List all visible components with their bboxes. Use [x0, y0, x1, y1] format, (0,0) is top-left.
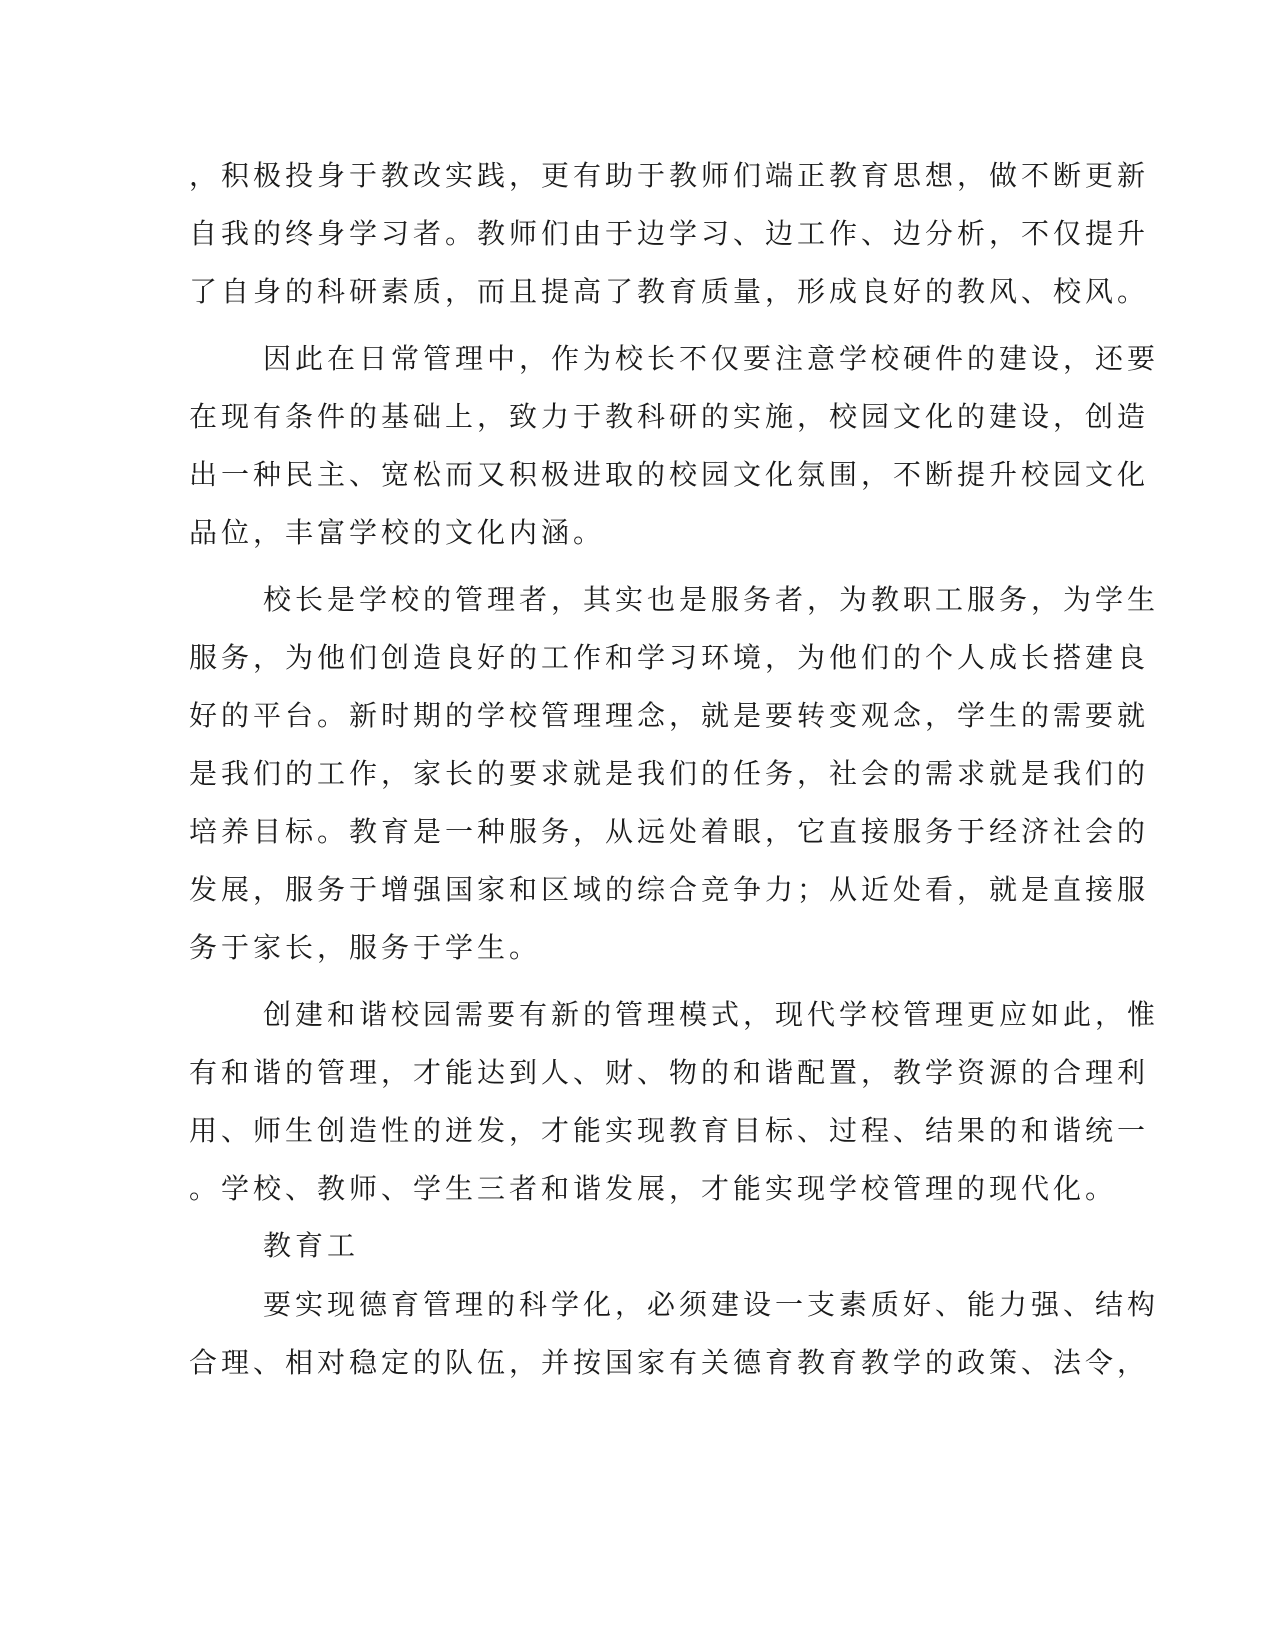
text-line: 出一种民主、宽松而又积极进取的校园文化氛围，不断提升校园文化: [189, 458, 1150, 491]
paragraph-start-line: 要实现德育管理的科学化，必须建设一支素质好、能力强、结构: [263, 1288, 1160, 1321]
text-line: 培养目标。教育是一种服务，从远处着眼，它直接服务于经济社会的: [189, 815, 1150, 848]
text-line: 是我们的工作，家长的要求就是我们的任务，社会的需求就是我们的: [189, 757, 1150, 790]
text-line: 发展，服务于增强国家和区域的综合竞争力；从近处看，就是直接服: [189, 873, 1150, 906]
text-line: 好的平台。新时期的学校管理理念，就是要转变观念，学生的需要就: [189, 699, 1150, 732]
text-line: 了自身的科研素质，而且提高了教育质量，形成良好的教风、校风。: [189, 275, 1150, 308]
text-line: 。学校、教师、学生三者和谐发展，才能实现学校管理的现代化。: [189, 1172, 1118, 1205]
paragraph-start-line: 校长是学校的管理者，其实也是服务者，为教职工服务，为学生: [263, 583, 1160, 616]
text-line: 务于家长，服务于学生。: [189, 931, 542, 964]
text-line: 品位，丰富学校的文化内涵。: [189, 516, 606, 549]
section-heading: 教育工: [263, 1229, 360, 1262]
text-line: 有和谐的管理，才能达到人、财、物的和谐配置，教学资源的合理利: [189, 1056, 1150, 1089]
text-line: 在现有条件的基础上，致力于教科研的实施，校园文化的建设，创造: [189, 400, 1150, 433]
paragraph-start-line: 因此在日常管理中，作为校长不仅要注意学校硬件的建设，还要: [263, 342, 1160, 375]
text-line: 自我的终身学习者。教师们由于边学习、边工作、边分析，不仅提升: [189, 217, 1150, 250]
text-line: 合理、相对稳定的队伍，并按国家有关德育教育教学的政策、法令，: [189, 1346, 1150, 1379]
text-line: ，积极投身于教改实践，更有助于教师们端正教育思想，做不断更新: [189, 159, 1150, 192]
text-line: 用、师生创造性的迸发，才能实现教育目标、过程、结果的和谐统一: [189, 1114, 1150, 1147]
paragraph-start-line: 创建和谐校园需要有新的管理模式，现代学校管理更应如此，惟: [263, 998, 1160, 1031]
text-line: 服务，为他们创造良好的工作和学习环境，为他们的个人成长搭建良: [189, 641, 1150, 674]
